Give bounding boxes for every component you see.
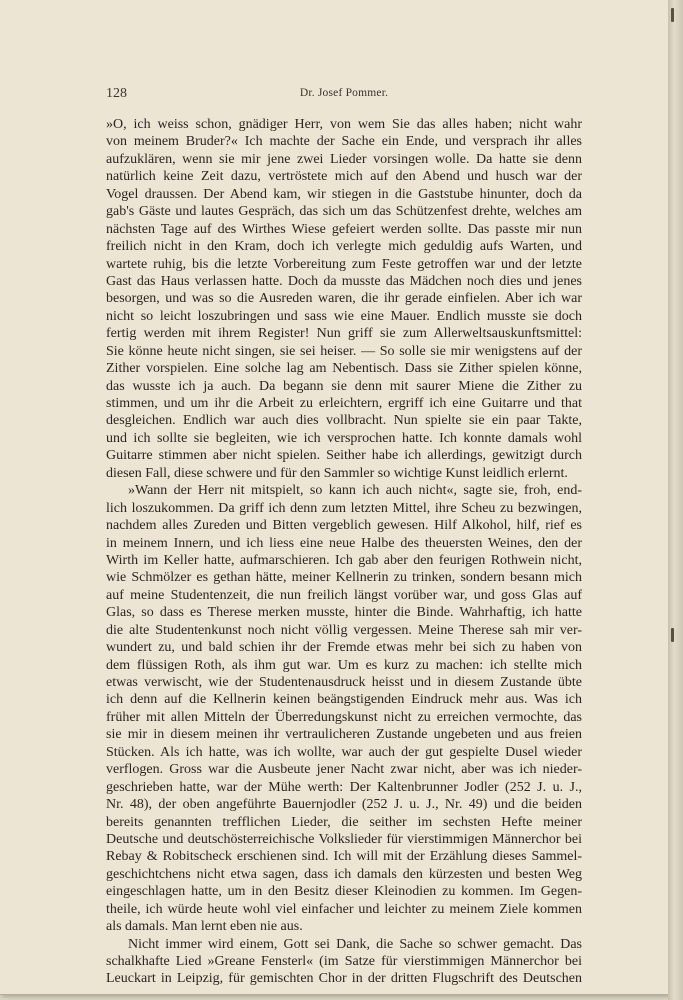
- text-line: Zither vorspielen. Eine solche lag am Nebentisch. Dass sie Zither spielen könne,: [106, 361, 582, 377]
- text-line: Leuckart in Leipzig, für gemischten Chor in der dritten Flugschrift des Deutschen: [106, 971, 582, 987]
- text-line: die alte Studentenkunst noch nicht völlig vergessen. Meine Therese sah mir ver-: [106, 622, 582, 638]
- text-line: etwas verwischt, wie der Studentenausdruck heisst und in diesem Zustande übte: [106, 675, 582, 690]
- text-line: theile, ich würde heute wohl viel einfacher und leichter zu meinem Ziele kommen: [106, 901, 582, 917]
- text-line: sie mir in diesem meinen ihr vertraulicheren Zustande ungebeten und aus freien: [106, 727, 582, 743]
- page-number: 128: [106, 86, 127, 101]
- text-line: »Wann der Herr nit mitspielt, so kann ich auch nicht«, sagte sie, froh, end-: [128, 483, 582, 499]
- text-line: nachdem alles Zureden und Bitten vergeblich gewesen. Hilf Alkohol, hilf, rief es: [106, 518, 582, 534]
- text-line: früher mit allen Mitteln der Überredungskunst nicht zu erreichen vermochte, das: [106, 709, 582, 725]
- text-line: »O, ich weiss schon, gnädiger Herr, von wem Sie das alles haben; nicht wahr: [106, 117, 582, 132]
- text-line: auf meine Studentenzeit, die nun freilich längst vorüber war, und goss Glas auf: [106, 587, 582, 603]
- text-line: lich loszukommen. Da griff ich denn zum letzten Mittel, ihre Scheu zu bezwingen,: [106, 500, 582, 516]
- text-line: nicht so leicht loszubringen und sass wie eine Mauer. Endlich musste sie doch: [106, 308, 582, 324]
- text-line: ich denn auf die Kellnerin keinen beängstigenden Eindruck mehr aus. Was ich: [106, 692, 582, 708]
- text-line: geschichtchens nicht etwa sagen, dass ich damals den kürzesten und besten Weg: [106, 866, 582, 882]
- text-line: Glas, so dass es Therese merken musste, hinter die Binde. Wahrhaftig, ich hatte: [106, 605, 582, 621]
- text-line: Nr. 48), der oben angeführte Bauernjodler (252 J. u. J., Nr. 49) und die beiden: [106, 797, 582, 813]
- text-line: gab's Gäste und lautes Gespräch, das sich um das Schützenfest drehte, welches am: [106, 204, 582, 220]
- text-line: das wusste ich ja auch. Da begann sie denn mit saurer Miene die Zither zu: [106, 378, 582, 394]
- binding-mark: [671, 8, 674, 22]
- text-line: stimmen, und um ihr die Arbeit zu erleichtern, ergriff ich eine Guitarre und that: [106, 396, 582, 411]
- text-line: wie Schmölzer es gethan hätte, meiner Kellnerin zu trinken, sondern besann mich: [106, 570, 582, 586]
- page-header: [106, 86, 582, 106]
- text-line: freilich nicht in den Kram, doch ich verlegte mich geduldig aufs Warten, und: [106, 239, 582, 255]
- text-line: Nicht immer wird einem, Gott sei Dank, die Sache so schwer gemacht. Das: [128, 936, 582, 952]
- text-line: geschrieben hatte, war der Mühe werth: Der Kaltenbrunner Jodler (252 J. u. J.,: [106, 779, 582, 795]
- text-line: bereits genannten trefflichen Lieder, die seither im sechsten Hefte meiner: [106, 814, 582, 830]
- text-line: nächsten Tage auf des Wirthes Wiese gefeiert werden sollte. Das passte mir nun: [106, 221, 582, 237]
- text-line: von meinem Bruder?« Ich machte der Sache ein Ende, und versprach ihr alles: [106, 134, 582, 150]
- text-line: und ich sollte sie begleiten, wie ich versprochen hatte. Ich konnte damals wohl: [106, 430, 582, 446]
- page-edge: [668, 0, 683, 1000]
- text-line: Gast das Haus verlassen hatte. Doch da musste das Mädchen noch dies und jenes: [106, 273, 582, 289]
- text-line: in meinem Innern, und ich liess eine neue Halbe des theuersten Weines, den der: [106, 535, 582, 551]
- text-line: Wirth im Keller hatte, aufmarschieren. Ich gab aber den feurigen Rothwein nicht,: [106, 552, 582, 568]
- text-line: dem flüssigen Roth, als ihm gut war. Um es kurz zu machen: ich stellte mich: [106, 657, 582, 673]
- text-line: Deutsche und deutschösterreichische Volkslieder für vierstimmigen Männerchor bei: [106, 831, 582, 847]
- binding-mark: [671, 628, 674, 642]
- text-line: Sie könne heute nicht singen, sie sei heiser. — So solle sie mir wenigstens auf der: [106, 343, 582, 359]
- running-title: Dr. Josef Pommer.: [299, 87, 389, 99]
- text-line: aufzuklären, wenn sie mir jene zwei Lieder vorsingen wolle. Da hatte sie denn: [106, 151, 582, 167]
- body-text: [106, 116, 582, 988]
- text-line: schalkhafte Lied »Greane Fensterl« (im Satze für vierstimmigen Männerchor bei: [106, 954, 582, 969]
- text-line: Vogel draussen. Der Abend kam, wir stiegen in die Gaststube hinunter, doch da: [106, 186, 582, 202]
- text-line: wartete ruhig, bis die letzte Vorbereitung zum Feste getroffen war und der letzte: [106, 256, 582, 272]
- text-line: fertig werden mit ihrem Register! Nun griff sie zum Allerweltsauskunftsmittel:: [106, 326, 582, 342]
- text-line: verflogen. Gross war die Ausbeute jener Nacht zwar nicht, aber was ich nieder-: [106, 762, 582, 778]
- text-line: wundert zu, und bald schien ihr der Fremde etwas mehr bei sich zu haben von: [106, 640, 582, 656]
- text-line: eingeschlagen hatte, um in den Besitz dieser Kleinodien zu kommen. Im Gegen-: [106, 884, 582, 900]
- text-line: besorgen, und was so die Ausreden waren, die ihr gerade einfielen. Aber ich war: [106, 291, 582, 307]
- text-line: Rebay & Robitscheck erschienen sind. Ich will mit der Erzählung dieses Sammel-: [106, 849, 582, 865]
- text-line: als damals. Man lernt eben nie aus.: [106, 919, 303, 935]
- text-line: desgleichen. Endlich war auch dies vollbracht. Nun spielte sie ein paar Takte,: [106, 413, 582, 429]
- text-line: Stücken. Als ich hatte, was ich wollte, war auch der gut gespielte Dusel wieder: [106, 744, 582, 760]
- text-line: diesen Fall, diese schwere und für den Sammler so wichtige Kunst leidlich erlernt.: [106, 465, 568, 481]
- text-line: natürlich keine Zeit dazu, vertröstete mich auf den Abend und husch war der: [106, 169, 582, 185]
- text-line: Guitarre stimmen aber nicht spielen. Seither habe ich allerdings, gewitzigt durch: [106, 448, 582, 464]
